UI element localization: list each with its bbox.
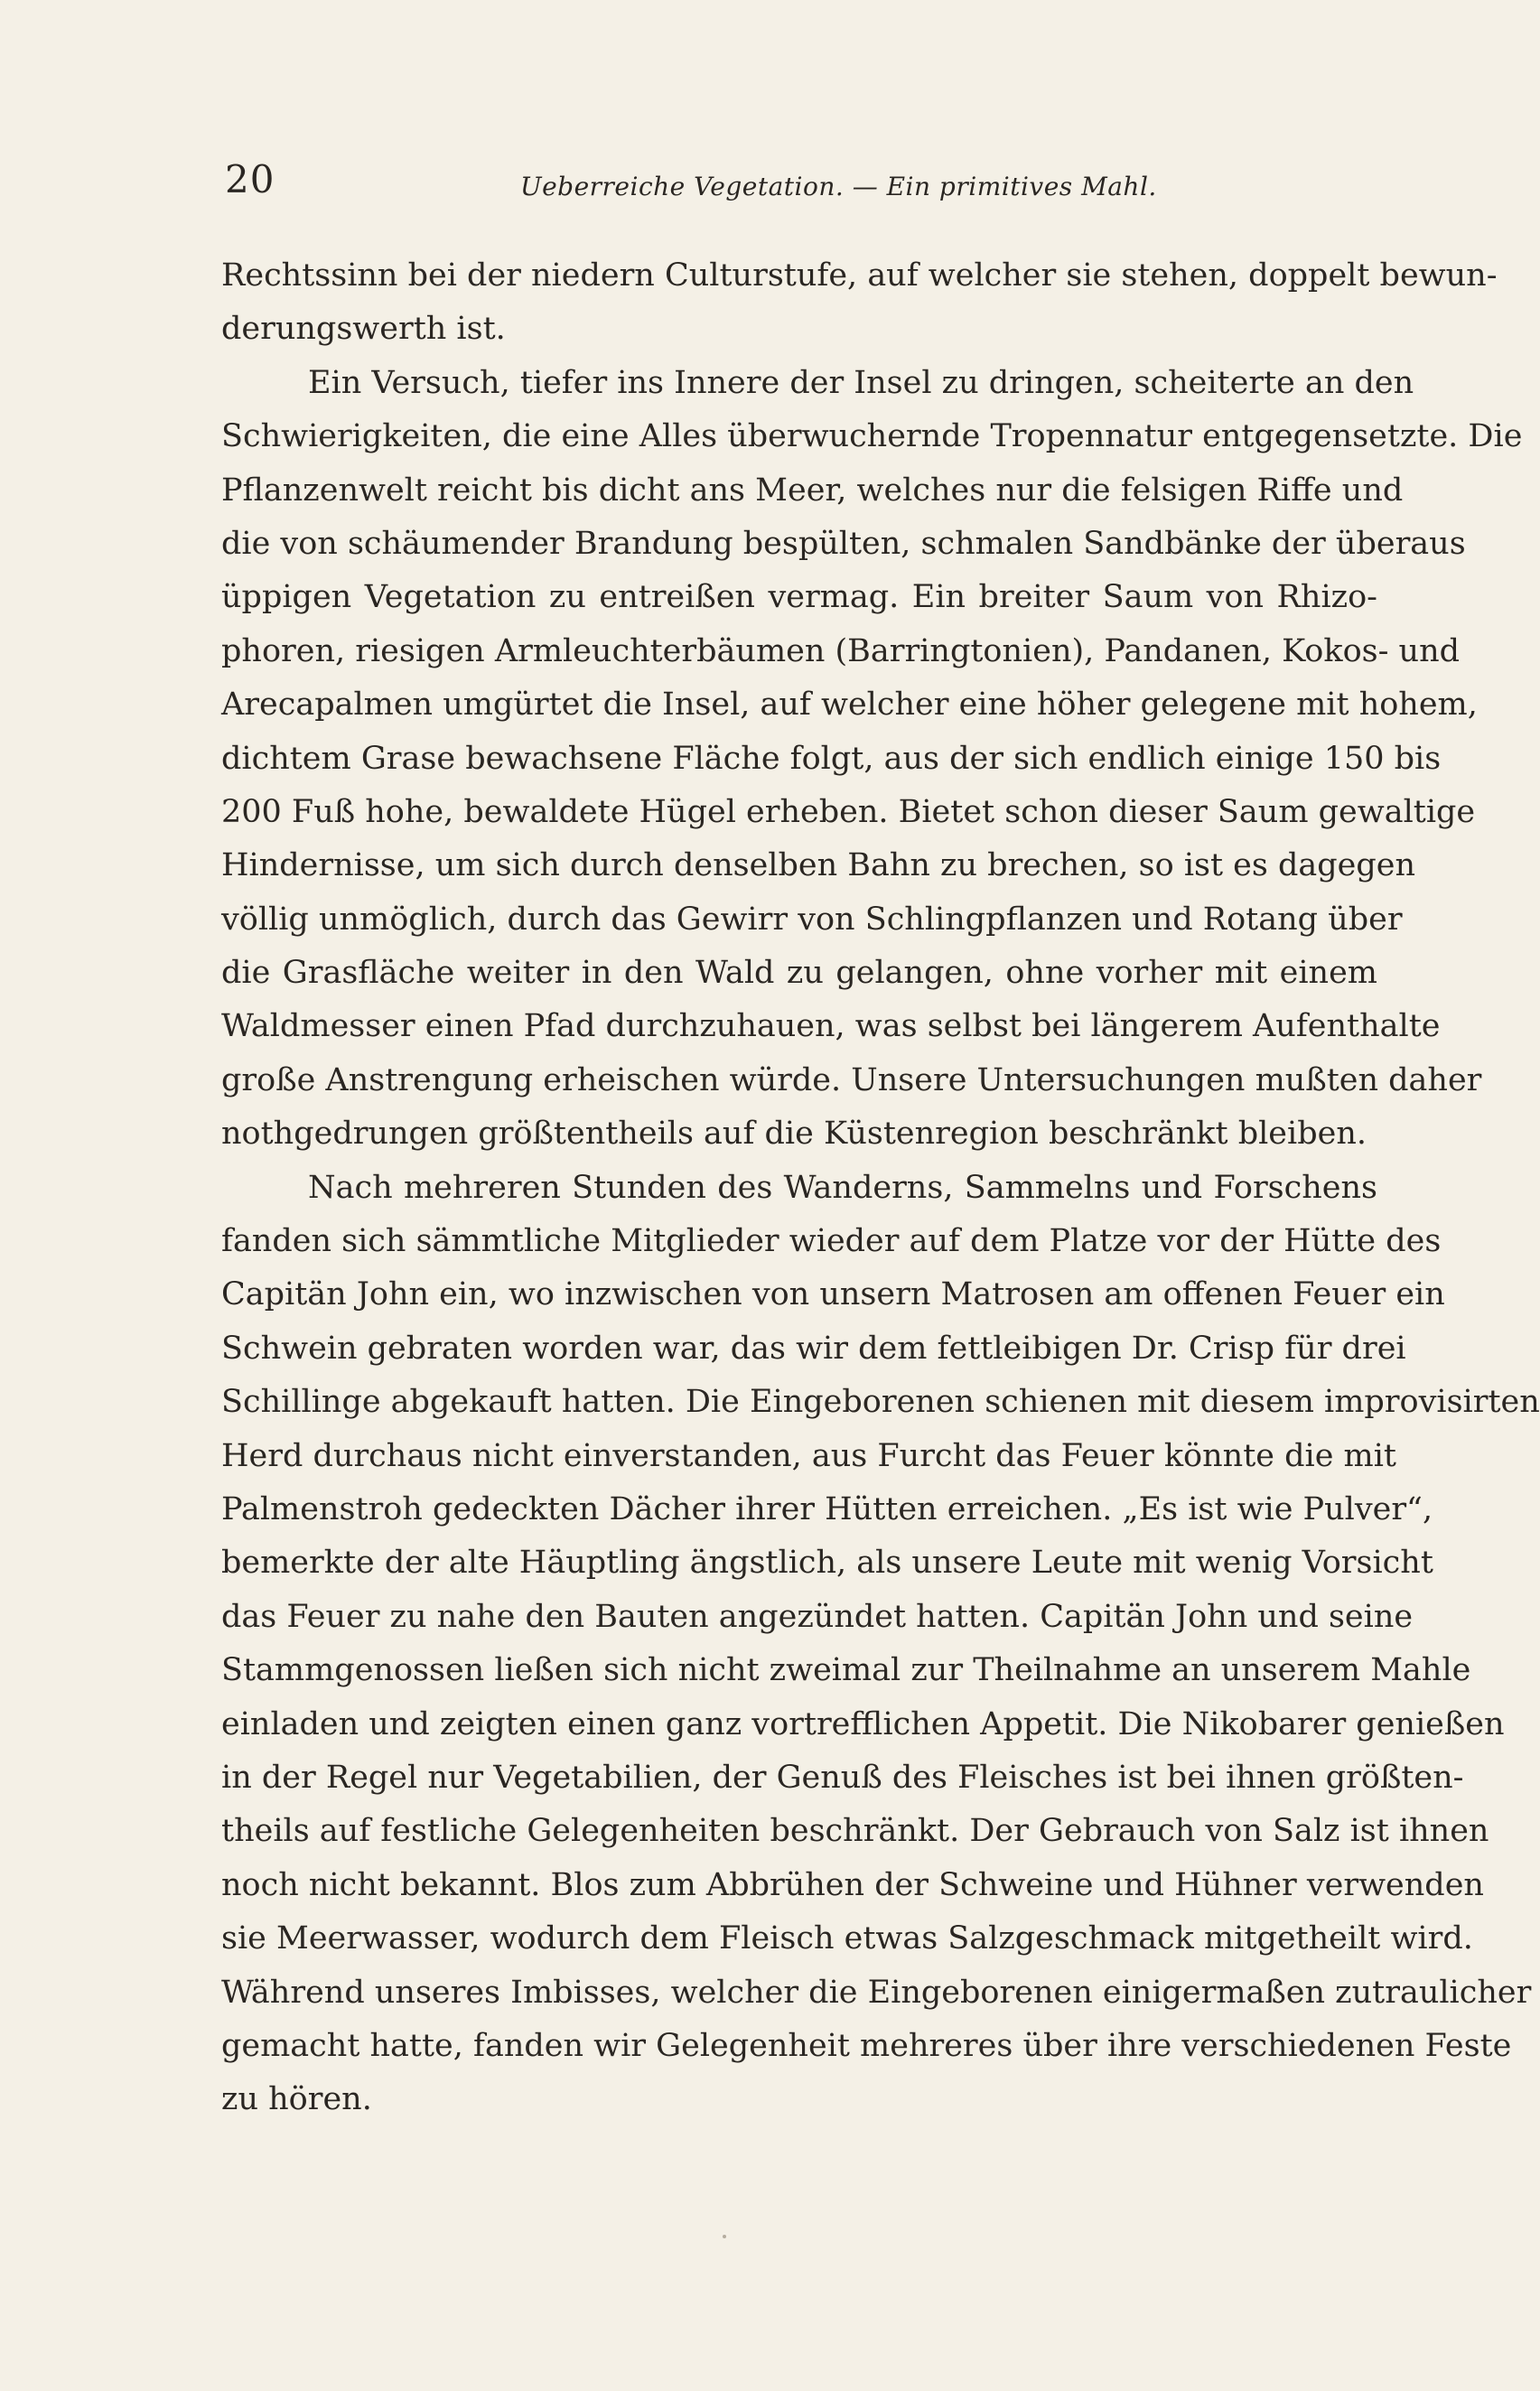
text-line: Nach mehreren Stunden des Wanderns, Sammelns und Forschens bbox=[308, 1169, 1377, 1206]
text-line: große Anstrengung erheischen würde. Unsere Untersuchungen mußten daher bbox=[221, 1061, 1482, 1098]
text-line: gemacht hatte, fanden wir Gelegenheit mehreres über ihre verschiedenen Feste bbox=[221, 2027, 1512, 2064]
text-line: Rechtssinn bei der niedern Culturstufe, auf welcher sie stehen, doppelt bewun- bbox=[221, 257, 1498, 294]
text-line: Stammgenossen ließen sich nicht zweimal zur Theilnahme an unserem Mahle bbox=[221, 1652, 1471, 1689]
text-line: Pflanzenwelt reicht bis dicht ans Meer, welches nur die felsigen Riffe und bbox=[221, 472, 1404, 509]
text-line: fanden sich sämmtliche Mitglieder wieder auf dem Platze vor der Hütte des bbox=[221, 1223, 1442, 1260]
text-line: üppigen Vegetation zu entreißen vermag. Ein breiter Saum von Rhizo- bbox=[221, 579, 1377, 616]
text-line: Schwierigkeiten, die eine Alles überwuchernde Tropennatur entgegensetzte. Die bbox=[221, 418, 1523, 455]
text-line: dichtem Grase bewachsene Fläche folgt, aus der sich endlich einige 150 bis bbox=[221, 740, 1442, 777]
text-line: Arecapalmen umgürtet die Insel, auf welcher eine höher gelegene mit hohem, bbox=[221, 686, 1478, 724]
text-line: 200 Fuß hohe, bewaldete Hügel erheben. Bietet schon dieser Saum gewaltige bbox=[221, 793, 1476, 830]
text-line: Waldmesser einen Pfad durchzuhauen, was selbst bei längerem Aufenthalte bbox=[221, 1008, 1441, 1045]
text-line: Schillinge abgekauft hatten. Die Eingeborenen schienen mit diesem improvisirten bbox=[221, 1384, 1540, 1421]
text-line: Schwein gebraten worden war, das wir dem fettleibigen Dr. Crisp für drei bbox=[221, 1330, 1406, 1367]
text-line: derungswerth ist. bbox=[221, 311, 506, 348]
body-text bbox=[221, 249, 1540, 2127]
text-line: phoren, riesigen Armleuchterbäumen (Barringtonien), Pandanen, Kokos- und bbox=[221, 632, 1461, 669]
text-line: theils auf festliche Gelegenheiten beschränkt. Der Gebrauch von Salz ist ihnen bbox=[221, 1813, 1489, 1850]
text-line: nothgedrungen größtentheils auf die Küstenregion beschränkt bleiben. bbox=[221, 1116, 1367, 1153]
text-line: völlig unmöglich, durch das Gewirr von Schlingpflanzen und Rotang über bbox=[221, 901, 1403, 938]
text-line: die Grasfläche weiter in den Wald zu gelangen, ohne vorher mit einem bbox=[221, 955, 1377, 992]
text-line: zu hören. bbox=[221, 2081, 372, 2118]
text-line: einladen und zeigten einen ganz vortrefflichen Appetit. Die Nikobarer genießen bbox=[221, 1705, 1505, 1742]
text-line: Während unseres Imbisses, welcher die Eingeborenen einigermaßen zutraulicher bbox=[221, 1974, 1532, 2011]
text-line: bemerkte der alte Häuptling ängstlich, als unsere Leute mit wenig Vorsicht bbox=[221, 1545, 1433, 1582]
running-head: Ueberreiche Vegetation. — Ein primitives Mahl. bbox=[520, 172, 1157, 201]
text-line: Hindernisse, um sich durch denselben Bahn zu brechen, so ist es dagegen bbox=[221, 847, 1416, 884]
text-line: das Feuer zu nahe den Bauten angezündet hatten. Capitän John und seine bbox=[221, 1598, 1414, 1635]
paper-speck bbox=[723, 2235, 726, 2238]
text-line: Palmenstroh gedeckten Dächer ihrer Hütten erreichen. „Es ist wie Pulver“, bbox=[221, 1490, 1433, 1527]
text-line: sie Meerwasser, wodurch dem Fleisch etwas Salzgeschmack mitgetheilt wird. bbox=[221, 1920, 1473, 1957]
text-line: noch nicht bekannt. Blos zum Abbrühen der Schweine und Hühner verwenden bbox=[221, 1866, 1484, 1903]
text-line: in der Regel nur Vegetabilien, der Genuß des Fleisches ist bei ihnen größten- bbox=[221, 1759, 1464, 1796]
text-line: Herd durchaus nicht einverstanden, aus Furcht das Feuer könnte die mit bbox=[221, 1437, 1396, 1474]
text-line: Ein Versuch, tiefer ins Innere der Insel zu dringen, scheiterte an den bbox=[308, 364, 1414, 401]
text-line: Capitän John ein, wo inzwischen von unsern Matrosen am offenen Feuer ein bbox=[221, 1276, 1445, 1313]
page-number: 20 bbox=[225, 157, 275, 201]
text-line: die von schäumender Brandung bespülten, schmalen Sandbänke der überaus bbox=[221, 525, 1466, 562]
